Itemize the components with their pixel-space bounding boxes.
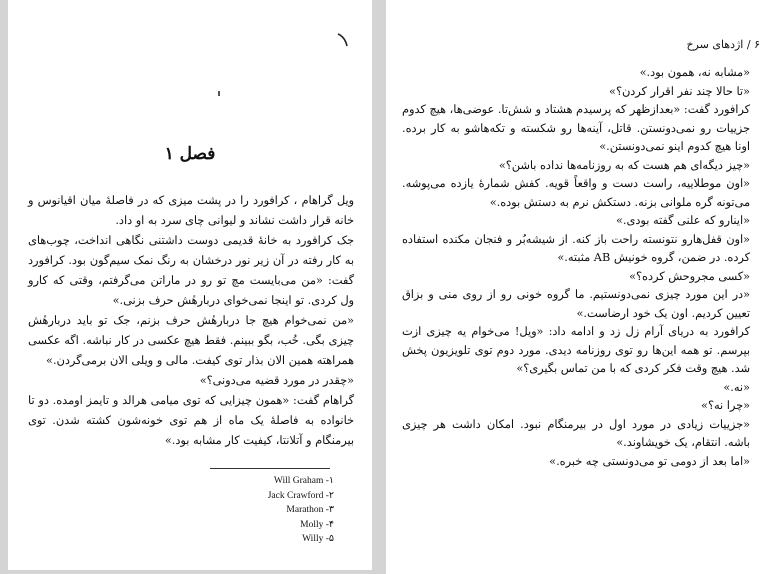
running-header: ۶ / اژدهای سرخ	[686, 38, 760, 51]
footnote: Willy -۵	[302, 534, 334, 544]
paragraph: «اما بعد از دومی تو می‌دونستی چه خبره.»	[549, 454, 750, 468]
paragraph: «اینارو که علنی گفته بودی.»	[616, 214, 750, 227]
paragraph: جک کرافورد به خانهٔ قدیمی دوست داشتنی نگاهی انداخت، چوب‌های به کار رفته در آن زیر نور درخشان به رنگ نمک سیم‌گون بود. کرافورد گفت: «من می‌بایست مچ تو رو در ماراتن می‌گرفتم، وقتی که کارو ول کردی. تو اینجا نمی‌خوای دربارهٔش حرف بزنی.»	[28, 234, 354, 307]
right-page-body	[402, 64, 750, 471]
paragraph: «اون قفل‌هارو نتونسته راحت باز کنه. از شیشه‌بُر و فنجان مکنده استفاده کرده. در ضمن، گروه خونیش AB مثبته.»	[402, 232, 750, 264]
right-page	[386, 0, 768, 574]
paragraph: «در این مورد چیزی نمی‌دونستیم. ما گروه خونی رو از روی منی و بزاق تعیین کردیم. اون یک خود ارضاست.»	[402, 288, 750, 320]
stray-mark	[337, 33, 349, 47]
paragraph: «من نمی‌خوام هیچ جا دربارهٔش حرف بزنم، جک تو باید دربارهٔش چیزی بگی. خُب، بگو ببینم. فقط هیچ عکسی در کار نباشه. اگه عکسی همراهته همین الان بذار توی کیفت. مالی و ویلی الان برمی‌گردن.»	[28, 314, 354, 367]
footnote: Jack Crawford -۲	[267, 490, 334, 501]
chapter-title: فصل ۱	[164, 144, 216, 164]
paragraph: «مشابه نه، همون بود.»	[639, 66, 750, 79]
paragraph: ویل گراهام ، کرافورد را در پشت میزی که در فاصلهٔ میان اقیانوس و خانه قرار داشت نشاند و لیوانی چای سرد به او داد.	[28, 194, 354, 227]
paragraph: «کسی مجروحش کرده؟»	[629, 269, 750, 283]
paragraph: کرافورد به دریای آرام زل زد و ادامه داد: «ویل! می‌خوام یه چیزی ازت بپرسم. تو همه این‌ها رو توی روزنامه دیدی. مورد دوم توی تلویزیون پخش شد. هیچ وقت فکر کردی که با من تماس بگیری؟»	[402, 325, 750, 375]
left-page	[8, 0, 372, 570]
paragraph: «چرا نه؟»	[701, 399, 750, 412]
left-page-body	[28, 191, 354, 451]
footnote: Will Graham -۱	[273, 476, 334, 486]
paragraph: «چیز دیگه‌ای هم هست که به روزنامه‌ها نداده باشن؟»	[498, 158, 750, 172]
footnotes	[208, 474, 334, 547]
footnote: Molly -۴	[300, 519, 334, 530]
paragraph: «چقدر در مورد قضیه می‌دونی؟»	[199, 374, 354, 387]
paragraph: کرافورد گفت: «بعدازظهر که پرسیدم هشتاد و شش‌تا. عوضی‌ها، هیچ کدوم جزییات رو نمی‌دونستن. قاتل، آینه‌ها رو شکسته و تکه‌هاشو به کار برده. اونا هیچ کدوم اینو نمی‌دونستن.»	[402, 103, 750, 153]
paragraph: «نه.»	[723, 380, 750, 394]
stray-mark	[218, 91, 220, 96]
footnote-divider	[210, 468, 330, 469]
paragraph: «اون موطلاییه، راست دست و واقعاً قویه. کفش شمارهٔ یازده می‌پوشه. می‌تونه گره ملوانی بزنه. دستکش نرم به دستش بوده.»	[402, 177, 750, 209]
paragraph: گراهام گفت: «همون چیزایی که توی میامی هرالد و تایمز اومده. دو تا خانواده به فاصلهٔ یک ماه از هم توی خونه‌شون کشته شدن. توی بیرمنگام و آتلانتا، کیفیت کار مشابه بود.»	[28, 394, 354, 447]
paragraph: «تا حالا چند نفر اقرار کردن؟»	[609, 84, 750, 98]
footnote: Marathon -۳	[286, 505, 334, 515]
paragraph: «جزییات زیادی در مورد اول در بیرمنگام نبود. امکان داشت هر چیزی باشه. انتقام، یک خویشاوند.»	[402, 417, 750, 449]
